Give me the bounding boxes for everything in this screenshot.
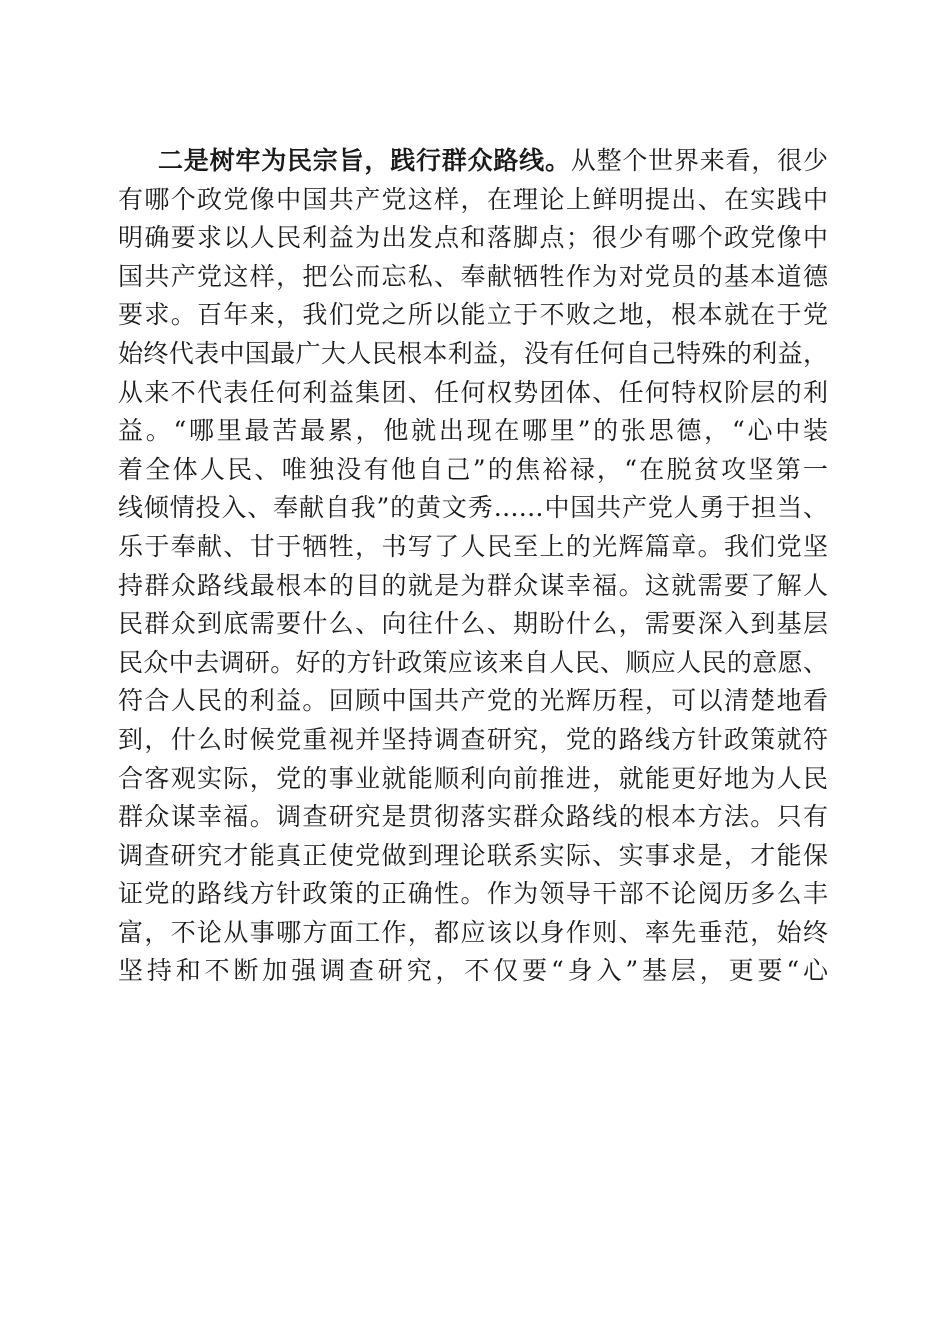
paragraph-line: 着全体人民、唯独没有他自己”的焦裕禄，“在脱贫攻坚第一 <box>118 454 828 484</box>
paragraph-line: 富，不论从事哪方面工作，都应该以身作则、率先垂范，始终 <box>118 917 828 947</box>
paragraph-line: 线倾情投入、奉献自我”的黄文秀……中国共产党人勇于担当、 <box>118 493 828 523</box>
paragraph-line: 乐于奉献、甘于牺牲，书写了人民至上的光辉篇章。我们党坚 <box>118 531 828 561</box>
paragraph-line: 从来不代表任何利益集团、任何权势团体、任何特权阶层的利 <box>118 377 828 407</box>
paragraph-line: 持群众路线最根本的目的就是为群众谋幸福。这就需要了解人 <box>118 570 828 600</box>
paragraph-line: 益。“哪里最苦最累，他就出现在哪里”的张思德，“心中装 <box>118 416 828 446</box>
paragraph-line: 民众中去调研。好的方针政策应该来自人民、顺应人民的意愿、 <box>118 647 828 677</box>
paragraph-line: 调查研究才能真正使党做到理论联系实际、实事求是，才能保 <box>118 840 828 870</box>
paragraph-line: 国共产党这样，把公而忘私、奉献牺牲作为对党员的基本道德 <box>118 261 828 291</box>
paragraph-first-line <box>118 142 828 181</box>
first-line-text: 从整个世界来看，很少 <box>570 146 828 175</box>
body-paragraph <box>118 142 828 991</box>
paragraph-line: 到，什么时候党重视并坚持调查研究，党的路线方针政策就符 <box>118 724 828 754</box>
paragraph-heading: 二是树牢为民宗旨，践行群众路线。 <box>158 146 571 175</box>
paragraph-line: 始终代表中国最广大人民根本利益，没有任何自己特殊的利益， <box>118 338 828 368</box>
paragraph-line: 符合人民的利益。回顾中国共产党的光辉历程，可以清楚地看 <box>118 686 828 716</box>
paragraph-line: 民群众到底需要什么、向往什么、期盼什么，需要深入到基层 <box>118 609 828 639</box>
paragraph-line: 明确要求以人民利益为出发点和落脚点；很少有哪个政党像中 <box>118 223 828 253</box>
paragraph-line: 合客观实际，党的事业就能顺利向前推进，就能更好地为人民 <box>118 763 828 793</box>
paragraph-line: 坚持和不断加强调查研究，不仅要“身入”基层，更要“心 <box>118 956 828 986</box>
paragraph-line: 证党的路线方针政策的正确性。作为领导干部不论阅历多么丰 <box>118 879 828 909</box>
paragraph-line: 要求。百年来，我们党之所以能立于不败之地，根本就在于党 <box>118 300 828 330</box>
paragraph-line: 有哪个政党像中国共产党这样，在理论上鲜明提出、在实践中 <box>118 184 828 214</box>
paragraph-line: 群众谋幸福。调查研究是贯彻落实群众路线的根本方法。只有 <box>118 802 828 832</box>
